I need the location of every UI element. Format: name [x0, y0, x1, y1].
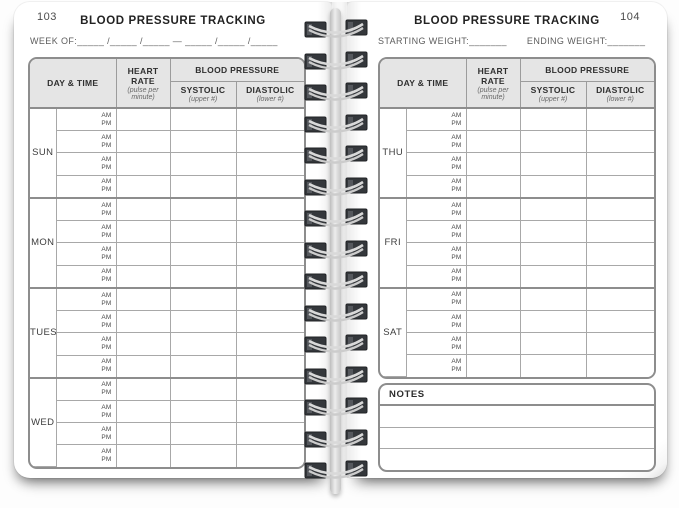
- entry-cell-systolic: [170, 221, 236, 243]
- ampm-cell: [406, 288, 466, 311]
- ampm-labels: AM PM: [101, 447, 112, 463]
- entry-cell-diastolic: [586, 131, 654, 153]
- ampm-labels: AM PM: [101, 291, 112, 307]
- entry-cell-systolic: [520, 131, 586, 153]
- entry-cell-diastolic: [586, 153, 654, 175]
- entry-cell-diastolic: [586, 265, 654, 288]
- entry-cell-heart-rate: [116, 355, 170, 378]
- spiral-coil-icon: [304, 76, 368, 106]
- spiral-coil-icon: [304, 234, 368, 264]
- entry-cell-diastolic: [236, 288, 304, 311]
- header-systolic: SYSTOLIC (upper #): [170, 81, 236, 108]
- ampm-labels: AM PM: [101, 313, 112, 329]
- ampm-labels: AM PM: [451, 357, 462, 373]
- entry-row: [30, 333, 304, 355]
- spiral-coil-icon: [304, 171, 368, 201]
- entry-cell-diastolic: [236, 355, 304, 378]
- header-systolic-sub: (upper #): [188, 96, 218, 104]
- entry-cell-heart-rate: [116, 265, 170, 288]
- entry-row: [30, 311, 304, 333]
- day-label: SAT: [380, 288, 406, 377]
- ampm-cell: [406, 265, 466, 288]
- header-heart-rate-sub: (pulse per minute): [477, 86, 509, 101]
- ampm-cell: [56, 378, 116, 401]
- entry-cell-systolic: [520, 288, 586, 311]
- day-label: TUES: [30, 288, 56, 378]
- entry-row: [380, 288, 654, 311]
- bp-table-box-left: [28, 57, 306, 469]
- entry-cell-heart-rate: [466, 108, 520, 131]
- notes-ruled-line: [380, 449, 654, 470]
- ampm-labels: AM PM: [101, 245, 112, 261]
- ampm-cell: [56, 265, 116, 288]
- entry-cell-systolic: [520, 265, 586, 288]
- ampm-labels: AM PM: [451, 201, 462, 217]
- spiral-coil-icon: [304, 328, 368, 358]
- entry-cell-heart-rate: [466, 355, 520, 377]
- entry-row: [380, 311, 654, 333]
- entry-cell-heart-rate: [116, 378, 170, 401]
- entry-cell-diastolic: [236, 311, 304, 333]
- entry-cell-systolic: [170, 108, 236, 131]
- header-diastolic-sub: (lower #): [606, 96, 634, 104]
- ampm-labels: AM PM: [451, 335, 462, 351]
- header-day-time: DAY & TIME: [30, 59, 116, 108]
- ampm-labels: AM PM: [451, 156, 462, 172]
- entry-cell-systolic: [170, 311, 236, 333]
- entry-cell-diastolic: [236, 378, 304, 401]
- page-left: [14, 2, 332, 478]
- spiral-coil-icon: [304, 139, 368, 169]
- entry-cell-heart-rate: [116, 423, 170, 445]
- entry-cell-heart-rate: [466, 333, 520, 355]
- ampm-labels: AM PM: [101, 358, 112, 374]
- entry-cell-systolic: [170, 333, 236, 355]
- entry-cell-systolic: [170, 131, 236, 153]
- entry-cell-heart-rate: [116, 108, 170, 131]
- ampm-labels: AM PM: [451, 111, 462, 127]
- ampm-labels: AM PM: [451, 313, 462, 329]
- ampm-cell: [56, 333, 116, 355]
- ampm-cell: [56, 355, 116, 378]
- entry-row: [380, 355, 654, 377]
- ampm-cell: [406, 198, 466, 221]
- entry-row: [30, 108, 304, 131]
- entry-row: [30, 288, 304, 311]
- entry-cell-systolic: [520, 355, 586, 377]
- entry-cell-heart-rate: [116, 333, 170, 355]
- entry-cell-diastolic: [586, 333, 654, 355]
- entry-cell-systolic: [520, 243, 586, 265]
- entry-cell-diastolic: [586, 355, 654, 377]
- ampm-labels: AM PM: [451, 223, 462, 239]
- header-diastolic: DIASTOLIC (lower #): [586, 81, 654, 108]
- entry-cell-heart-rate: [116, 311, 170, 333]
- entry-row: [30, 355, 304, 378]
- entry-cell-heart-rate: [466, 288, 520, 311]
- ampm-cell: [56, 445, 116, 467]
- ampm-cell: [406, 311, 466, 333]
- entry-cell-diastolic: [236, 131, 304, 153]
- notes-ruled-line: [380, 406, 654, 428]
- entry-row: [380, 175, 654, 198]
- ampm-labels: AM PM: [101, 335, 112, 351]
- entry-cell-diastolic: [236, 445, 304, 467]
- ampm-cell: [56, 288, 116, 311]
- ampm-labels: AM PM: [101, 178, 112, 194]
- entry-row: [30, 243, 304, 265]
- entry-cell-heart-rate: [466, 243, 520, 265]
- entry-cell-heart-rate: [116, 243, 170, 265]
- entry-cell-systolic: [520, 108, 586, 131]
- ampm-cell: [406, 131, 466, 153]
- page-number-left: 103: [37, 11, 57, 23]
- header-blood-pressure: BLOOD PRESSURE: [520, 59, 654, 81]
- entry-cell-heart-rate: [116, 288, 170, 311]
- entry-cell-heart-rate: [466, 265, 520, 288]
- ampm-cell: [406, 221, 466, 243]
- header-heart-rate-sub: (pulse per minute): [127, 86, 159, 101]
- ampm-labels: AM PM: [451, 133, 462, 149]
- ampm-cell: [56, 243, 116, 265]
- entry-row: [30, 175, 304, 198]
- entry-cell-systolic: [520, 198, 586, 221]
- ampm-cell: [56, 311, 116, 333]
- page-right-header: [347, 11, 667, 31]
- entry-row: [380, 265, 654, 288]
- ampm-labels: AM PM: [101, 201, 112, 217]
- ampm-labels: AM PM: [451, 178, 462, 194]
- page-title-right: BLOOD PRESSURE TRACKING: [414, 15, 600, 27]
- ampm-labels: AM PM: [451, 245, 462, 261]
- ampm-cell: [56, 423, 116, 445]
- ampm-labels: AM PM: [101, 156, 112, 172]
- entry-cell-systolic: [170, 153, 236, 175]
- entry-row: [380, 108, 654, 131]
- day-label: THU: [380, 108, 406, 198]
- entry-cell-systolic: [170, 243, 236, 265]
- page-number-right: 104: [620, 11, 640, 23]
- header-diastolic-sub: (lower #): [256, 96, 284, 104]
- entry-cell-systolic: [520, 333, 586, 355]
- entry-cell-diastolic: [236, 198, 304, 221]
- entry-row: [380, 131, 654, 153]
- entry-cell-heart-rate: [116, 131, 170, 153]
- ampm-labels: AM PM: [101, 223, 112, 239]
- entry-cell-diastolic: [236, 423, 304, 445]
- entry-row: [30, 221, 304, 243]
- ampm-labels: AM PM: [101, 403, 112, 419]
- entry-cell-systolic: [170, 423, 236, 445]
- entry-cell-diastolic: [586, 175, 654, 198]
- entry-row: [30, 131, 304, 153]
- starting-weight-label: STARTING WEIGHT:_______: [378, 36, 507, 46]
- bp-table-box-right: [378, 57, 656, 379]
- ampm-cell: [406, 108, 466, 131]
- header-blood-pressure: BLOOD PRESSURE: [170, 59, 304, 81]
- page-title-left: BLOOD PRESSURE TRACKING: [80, 15, 266, 27]
- entry-cell-systolic: [170, 265, 236, 288]
- entry-cell-systolic: [170, 355, 236, 378]
- entry-cell-heart-rate: [116, 175, 170, 198]
- entry-cell-systolic: [520, 153, 586, 175]
- ampm-labels: AM PM: [451, 291, 462, 307]
- day-label: MON: [30, 198, 56, 288]
- spiral-coil-icon: [304, 202, 368, 232]
- entry-cell-diastolic: [236, 243, 304, 265]
- weights-line: [378, 36, 645, 46]
- header-day-time: DAY & TIME: [380, 59, 466, 108]
- entry-cell-diastolic: [236, 108, 304, 131]
- header-diastolic: DIASTOLIC (lower #): [236, 81, 304, 108]
- page-left-header: [14, 11, 332, 31]
- entry-cell-heart-rate: [116, 401, 170, 423]
- spiral-coil-icon: [304, 297, 368, 327]
- ampm-labels: AM PM: [101, 425, 112, 441]
- header-systolic-sub: (upper #): [538, 96, 568, 104]
- entry-row: [30, 198, 304, 221]
- ampm-cell: [56, 221, 116, 243]
- ampm-labels: AM PM: [451, 268, 462, 284]
- ampm-labels: AM PM: [101, 133, 112, 149]
- header-heart-rate: HEART RATE (pulse per minute): [116, 59, 170, 108]
- entry-cell-systolic: [170, 288, 236, 311]
- spiral-coil-icon: [304, 13, 368, 43]
- ampm-cell: [406, 355, 466, 377]
- ampm-cell: [56, 198, 116, 221]
- header-heart-rate: HEART RATE (pulse per minute): [466, 59, 520, 108]
- day-label: FRI: [380, 198, 406, 288]
- spiral-coil-icon: [304, 45, 368, 75]
- entry-row: [30, 423, 304, 445]
- ampm-labels: AM PM: [101, 381, 112, 397]
- entry-cell-systolic: [170, 175, 236, 198]
- ampm-cell: [56, 153, 116, 175]
- bp-table-left: [30, 59, 304, 467]
- entry-row: [30, 378, 304, 401]
- notes-lines: [380, 406, 654, 470]
- entry-row: [380, 198, 654, 221]
- ampm-cell: [406, 175, 466, 198]
- entry-cell-systolic: [520, 311, 586, 333]
- entry-row: [380, 221, 654, 243]
- entry-cell-heart-rate: [466, 311, 520, 333]
- notes-ruled-line: [380, 428, 654, 450]
- entry-row: [30, 445, 304, 467]
- entry-cell-systolic: [520, 221, 586, 243]
- ampm-cell: [56, 131, 116, 153]
- entry-row: [380, 153, 654, 175]
- entry-cell-diastolic: [586, 243, 654, 265]
- entry-cell-diastolic: [236, 175, 304, 198]
- ampm-cell: [406, 243, 466, 265]
- header-systolic: SYSTOLIC (upper #): [520, 81, 586, 108]
- entry-cell-diastolic: [236, 333, 304, 355]
- entry-cell-diastolic: [586, 108, 654, 131]
- entry-row: [380, 243, 654, 265]
- entry-cell-heart-rate: [116, 198, 170, 221]
- spiral-coil-icon: [304, 423, 368, 453]
- spiral-coil-icon: [304, 391, 368, 421]
- ampm-labels: AM PM: [101, 268, 112, 284]
- ampm-cell: [56, 108, 116, 131]
- entry-cell-heart-rate: [116, 221, 170, 243]
- entry-cell-diastolic: [236, 265, 304, 288]
- entry-cell-systolic: [170, 378, 236, 401]
- entry-cell-diastolic: [236, 153, 304, 175]
- spiral-coil-icon: [304, 265, 368, 295]
- spiral-coil-icon: [304, 454, 368, 484]
- ampm-cell: [56, 401, 116, 423]
- entry-cell-diastolic: [586, 288, 654, 311]
- entry-cell-diastolic: [586, 311, 654, 333]
- entry-cell-systolic: [170, 198, 236, 221]
- notes-box: [378, 383, 656, 472]
- day-label: WED: [30, 378, 56, 467]
- entry-row: [30, 265, 304, 288]
- entry-cell-diastolic: [586, 221, 654, 243]
- week-of-line: WEEK OF:_____ /_____ /_____ — _____ /_____ /_____: [30, 36, 278, 46]
- entry-cell-diastolic: [236, 221, 304, 243]
- ampm-cell: [406, 153, 466, 175]
- ampm-cell: [56, 175, 116, 198]
- entry-cell-systolic: [170, 445, 236, 467]
- ampm-labels: AM PM: [101, 111, 112, 127]
- notes-label: NOTES: [380, 385, 654, 406]
- entry-cell-systolic: [520, 175, 586, 198]
- entry-cell-heart-rate: [116, 153, 170, 175]
- entry-cell-heart-rate: [466, 198, 520, 221]
- entry-cell-systolic: [170, 401, 236, 423]
- entry-cell-heart-rate: [466, 175, 520, 198]
- spiral-coil-icon: [304, 108, 368, 138]
- ampm-cell: [406, 333, 466, 355]
- entry-row: [30, 153, 304, 175]
- page-right: [347, 2, 667, 478]
- entry-row: [30, 401, 304, 423]
- ending-weight-label: ENDING WEIGHT:_______: [526, 36, 646, 46]
- entry-cell-heart-rate: [116, 445, 170, 467]
- entry-cell-diastolic: [586, 198, 654, 221]
- entry-cell-diastolic: [236, 401, 304, 423]
- spiral-coil-icon: [304, 360, 368, 390]
- entry-row: [380, 333, 654, 355]
- day-label: SUN: [30, 108, 56, 198]
- entry-cell-heart-rate: [466, 153, 520, 175]
- bp-table-right: [380, 59, 654, 377]
- entry-cell-heart-rate: [466, 221, 520, 243]
- entry-cell-heart-rate: [466, 131, 520, 153]
